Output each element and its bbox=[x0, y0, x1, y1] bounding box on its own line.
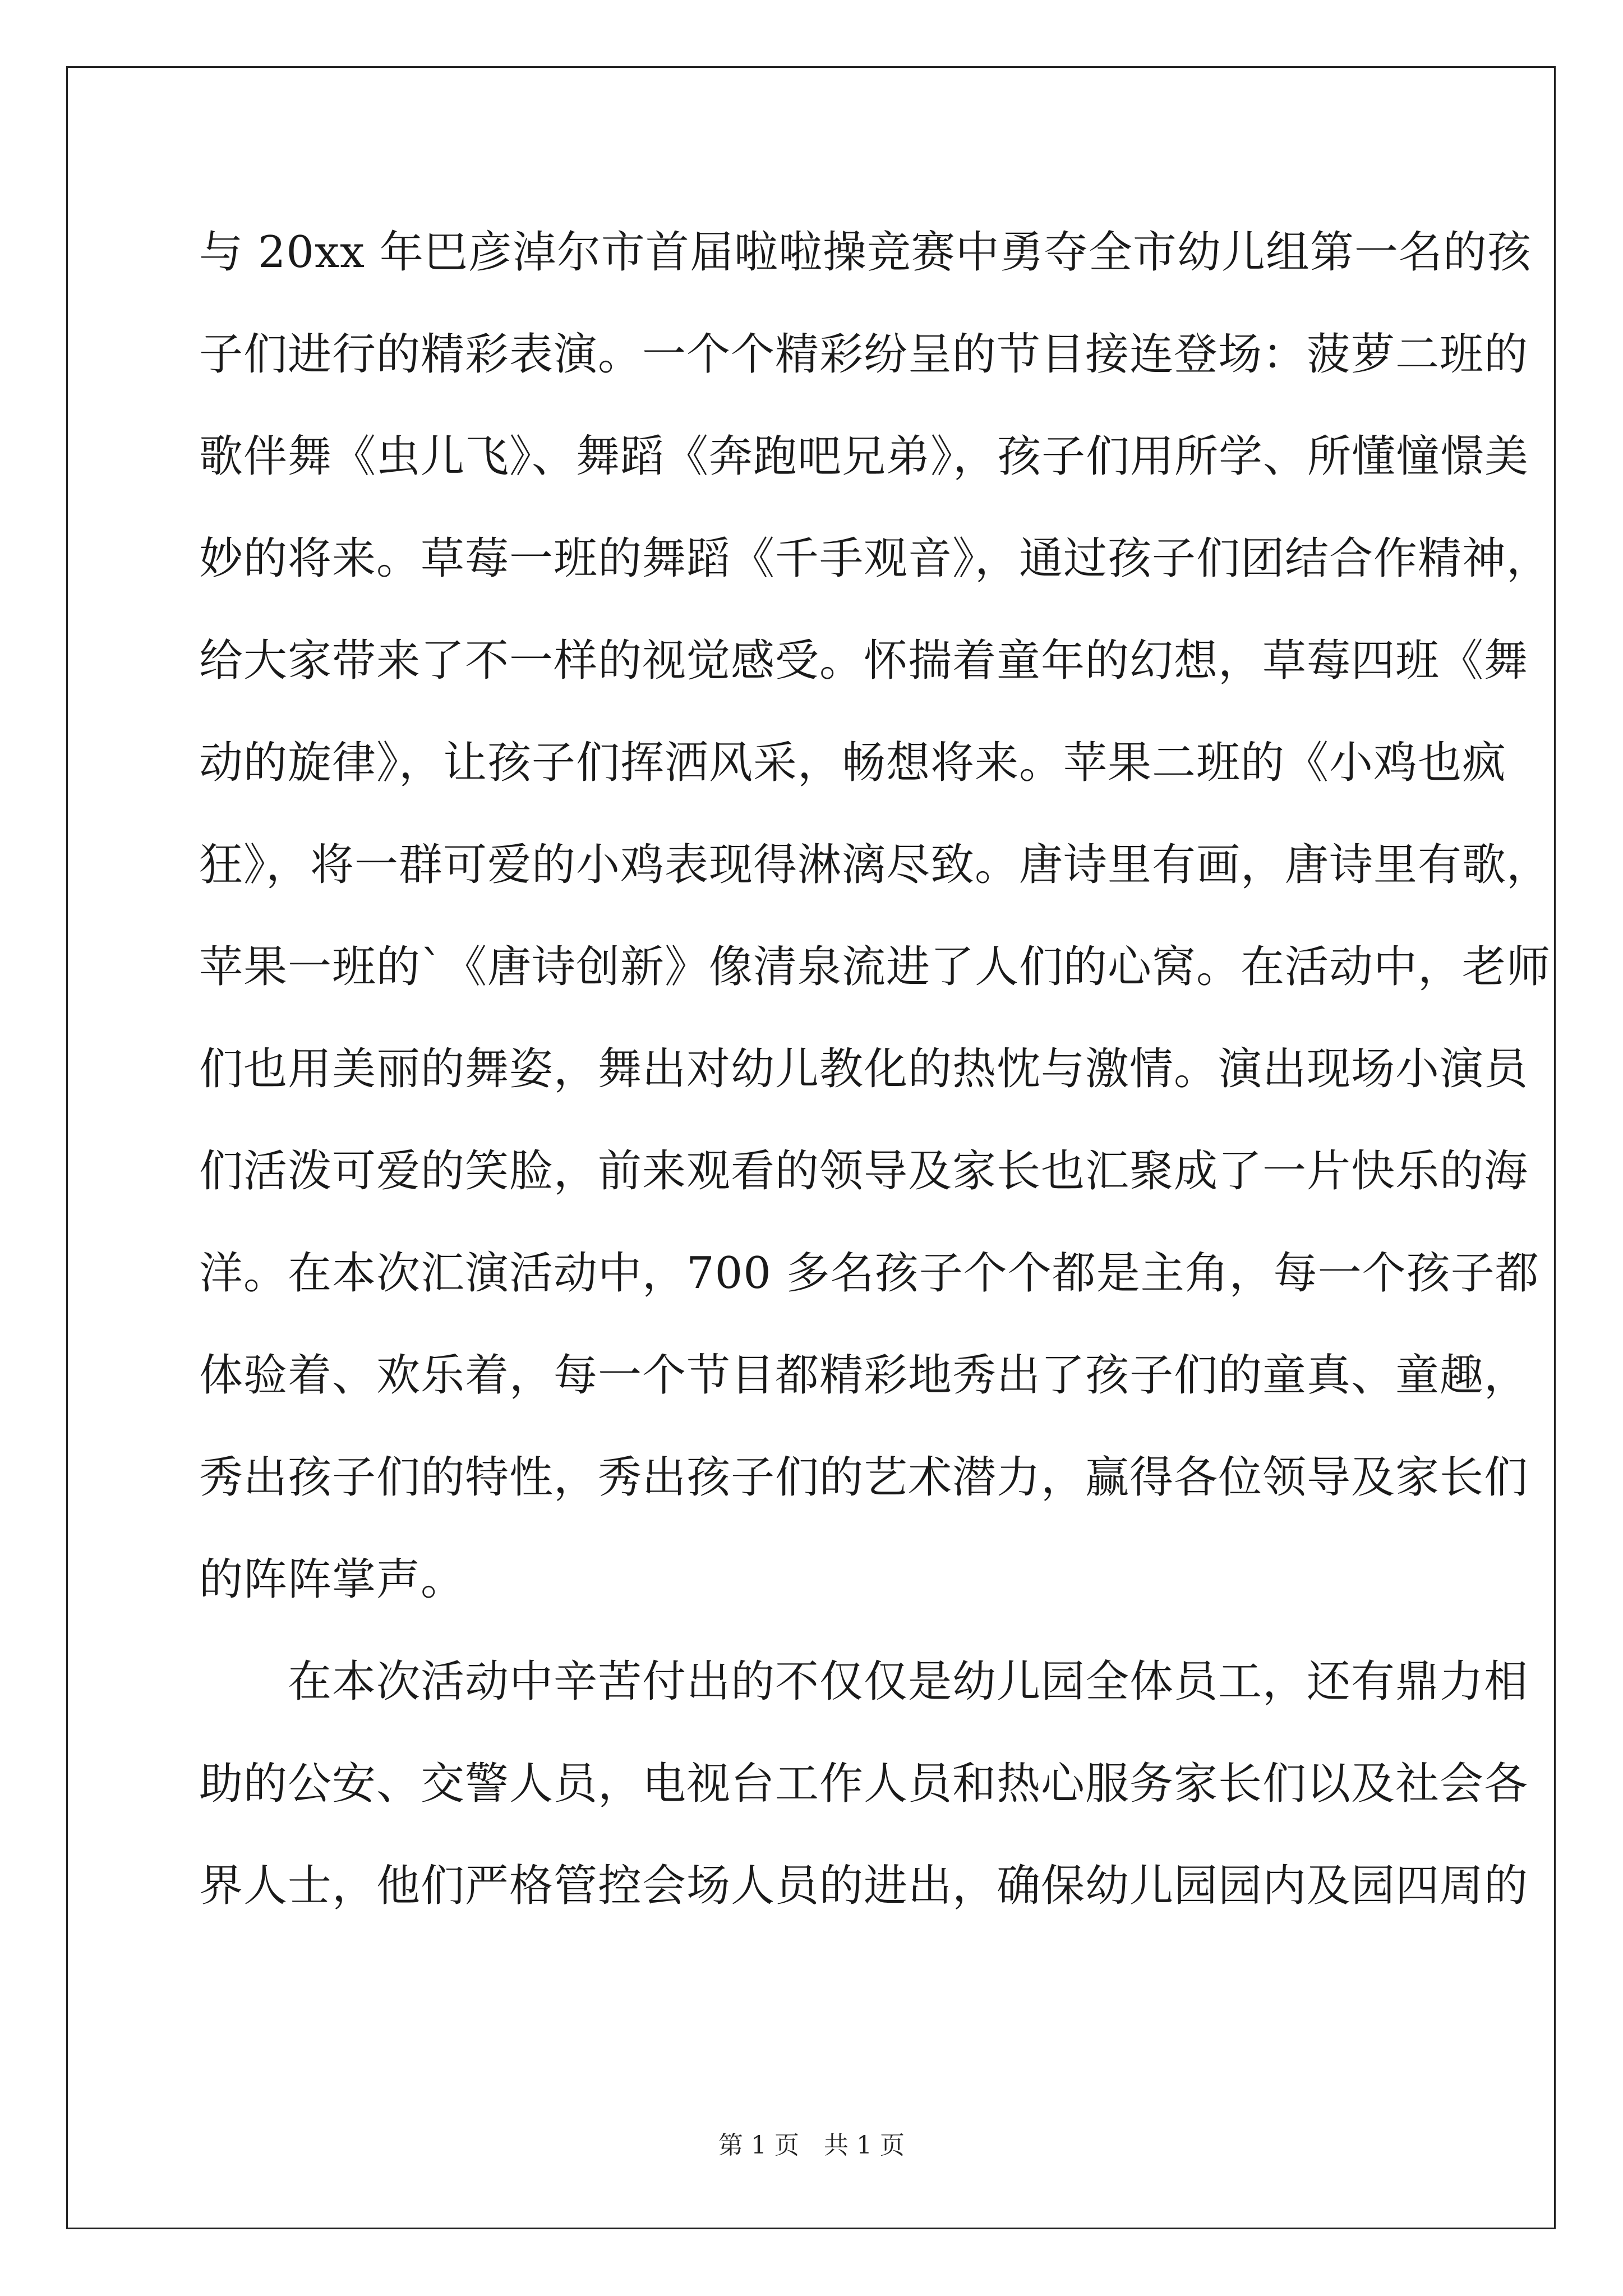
paragraph-2 bbox=[199, 1647, 1529, 1953]
text-line: 动的旋律》，让孩子们挥洒风采，畅想将来。苹果二班的《小鸡也疯 bbox=[199, 738, 1507, 788]
text-line: 洋。在本次汇演活动中，700 多名孩子个个都是主角，每一个孩子都 bbox=[199, 1248, 1539, 1299]
text-line: 子们进行的精彩表演。一个个精彩纷呈的节目接连登场：菠萝二班的 bbox=[199, 329, 1529, 380]
paragraph-1 bbox=[199, 218, 1551, 1647]
page-number: 第 1 页 共 1 页 bbox=[718, 2131, 905, 2160]
text-line: 的阵阵掌声。 bbox=[199, 1554, 465, 1605]
text-line: 苹果一班的`《唐诗创新》像清泉流进了人们的心窝。在活动中，老师 bbox=[199, 942, 1551, 992]
document-body bbox=[199, 218, 1551, 1953]
text-line: 们活泼可爱的笑脸，前来观看的领导及家长也汇聚成了一片快乐的海 bbox=[199, 1146, 1529, 1197]
text-line: 体验着、欢乐着，每一个节目都精彩地秀出了孩子们的童真、童趣， bbox=[199, 1350, 1529, 1401]
text-line: 狂》，将一群可爱的小鸡表现得淋漓尽致。唐诗里有画，唐诗里有歌， bbox=[199, 840, 1551, 890]
text-line: 助的公安、交警人员，电视台工作人员和热心服务家长们以及社会各 bbox=[199, 1759, 1529, 1809]
text-line: 界人士，他们严格管控会场人员的进出，确保幼儿园园内及园四周的 bbox=[199, 1861, 1529, 1911]
text-line: 给大家带来了不一样的视觉感受。怀揣着童年的幻想，草莓四班《舞 bbox=[199, 636, 1529, 686]
text-line: 妙的将来。草莓一班的舞蹈《千手观音》，通过孩子们团结合作精神， bbox=[199, 533, 1551, 584]
text-line: 歌伴舞《虫儿飞》、舞蹈《奔跑吧兄弟》，孩子们用所学、所懂憧憬美 bbox=[199, 431, 1529, 482]
text-line: 秀出孩子们的特性，秀出孩子们的艺术潜力，赢得各位领导及家长们 bbox=[199, 1452, 1529, 1503]
text-line: 在本次活动中辛苦付出的不仅仅是幼儿园全体员工，还有鼎力相 bbox=[288, 1657, 1529, 1707]
text-line: 与 20xx 年巴彦淖尔市首届啦啦操竞赛中勇夺全市幼儿组第一名的孩 bbox=[199, 227, 1532, 278]
text-line: 们也用美丽的舞姿，舞出对幼儿教化的热忱与激情。演出现场小演员 bbox=[199, 1044, 1529, 1094]
